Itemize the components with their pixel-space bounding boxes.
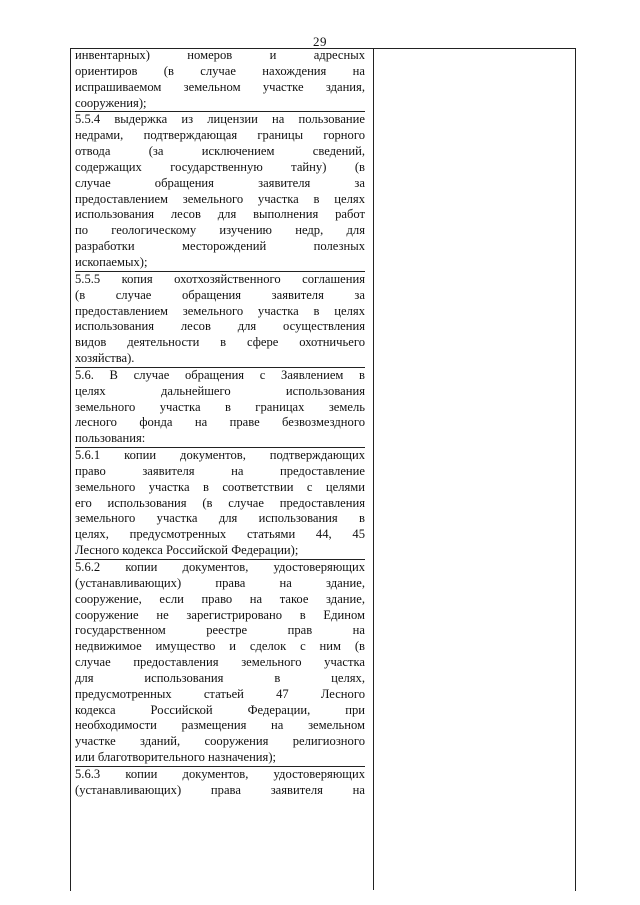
text-line: использования лесов для осуществления (75, 319, 365, 334)
text-line: участке зданий, сооружения религиозного (75, 734, 365, 749)
text-line: Лесного кодекса Российской Федерации); (75, 543, 299, 558)
clause-5-5-3-cont (75, 48, 365, 112)
text-line: использования лесов для выполнения работ (75, 207, 365, 222)
text-line: для использования в целях, (75, 670, 365, 685)
text-line: или благотворительного назначения); (75, 750, 277, 765)
text-line: предусмотренных статьей 47 Лесного (75, 686, 365, 701)
text-line: инвентарных) номеров и адресных (75, 48, 365, 62)
text-line: недрами, подтверждающая границы горного (75, 128, 365, 143)
text-line: 5.6.3 копии документов, удостоверяющих (75, 766, 365, 781)
text-line: сооружение не зарегистрировано в Едином (75, 607, 365, 622)
text-line: земельного участка в границах земель (75, 399, 365, 414)
text-line: необходимости размещения на земельном (75, 718, 365, 733)
text-line: предоставлением земельного участка в целях (75, 303, 365, 318)
text-line: испрашиваемом земельном участке здания, (75, 79, 365, 94)
text-line: хозяйства). (75, 351, 135, 366)
text-line: недвижимое имущество и сделок с ним (в (75, 639, 365, 654)
text-line: целях дальнейшего использования (75, 383, 365, 398)
column-divider (373, 48, 374, 890)
text-line: земельного участка для использования в (75, 511, 365, 526)
text-line: случае предоставления земельного участка (75, 655, 365, 670)
text-line: содержащих государственную тайну) (в (75, 159, 365, 174)
text-line: его использования (в случае предоставления (75, 495, 365, 510)
text-line: отвода (за исключением сведений, (75, 144, 365, 159)
text-line: (устанавливающих) права на здание, (75, 575, 365, 590)
text-line: право заявителя на предоставление (75, 463, 365, 478)
text-line: 5.6. В случае обращения с Заявлением в (75, 367, 365, 382)
text-line: предоставлением земельного участка в целях (75, 191, 365, 206)
text-line: (устанавливающих) права заявителя на (75, 782, 365, 797)
text-line: по геологическому изучению недр, для (75, 223, 365, 238)
clause-5-6-2 (75, 560, 365, 767)
text-line: 5.6.1 копии документов, подтверждающих (75, 448, 365, 463)
text-line: (в случае обращения заявителя за (75, 287, 365, 302)
text-line: 5.5.4 выдержка из лицензии на пользование (75, 112, 365, 127)
text-line: 5.6.2 копии документов, удостоверяющих (75, 560, 365, 574)
text-line: ископаемых); (75, 254, 148, 269)
text-line: лесного фонда на праве безвозмездного (75, 415, 365, 430)
text-line: ориентиров (в случае нахождения на (75, 63, 365, 78)
text-line: случае обращения заявителя за (75, 175, 365, 190)
text-line: видов деятельности в сфере охотничьего (75, 335, 365, 350)
clause-5-6-1 (75, 448, 365, 560)
text-line: пользования: (75, 431, 146, 446)
text-line: 5.5.5 копия охотхозяйственного соглашения (75, 271, 365, 286)
clause-5-6-3 (75, 767, 365, 799)
text-line: кодекса Российской Федерации, при (75, 702, 365, 717)
clause-5-5-4 (75, 112, 365, 271)
page-number: 29 (313, 34, 327, 49)
text-line: целях, предусмотренных статьями 44, 45 (75, 527, 365, 542)
text-line: государственном реестре прав на (75, 623, 365, 638)
text-line: земельного участка в соответствии с целями (75, 479, 365, 494)
clause-5-6 (75, 368, 365, 448)
clause-5-5-5 (75, 272, 365, 368)
text-line: сооружения); (75, 95, 147, 110)
text-line: сооружение, если право на такое здание, (75, 591, 365, 606)
left-column-cell (75, 48, 365, 799)
text-line: разработки месторождений полезных (75, 239, 365, 254)
